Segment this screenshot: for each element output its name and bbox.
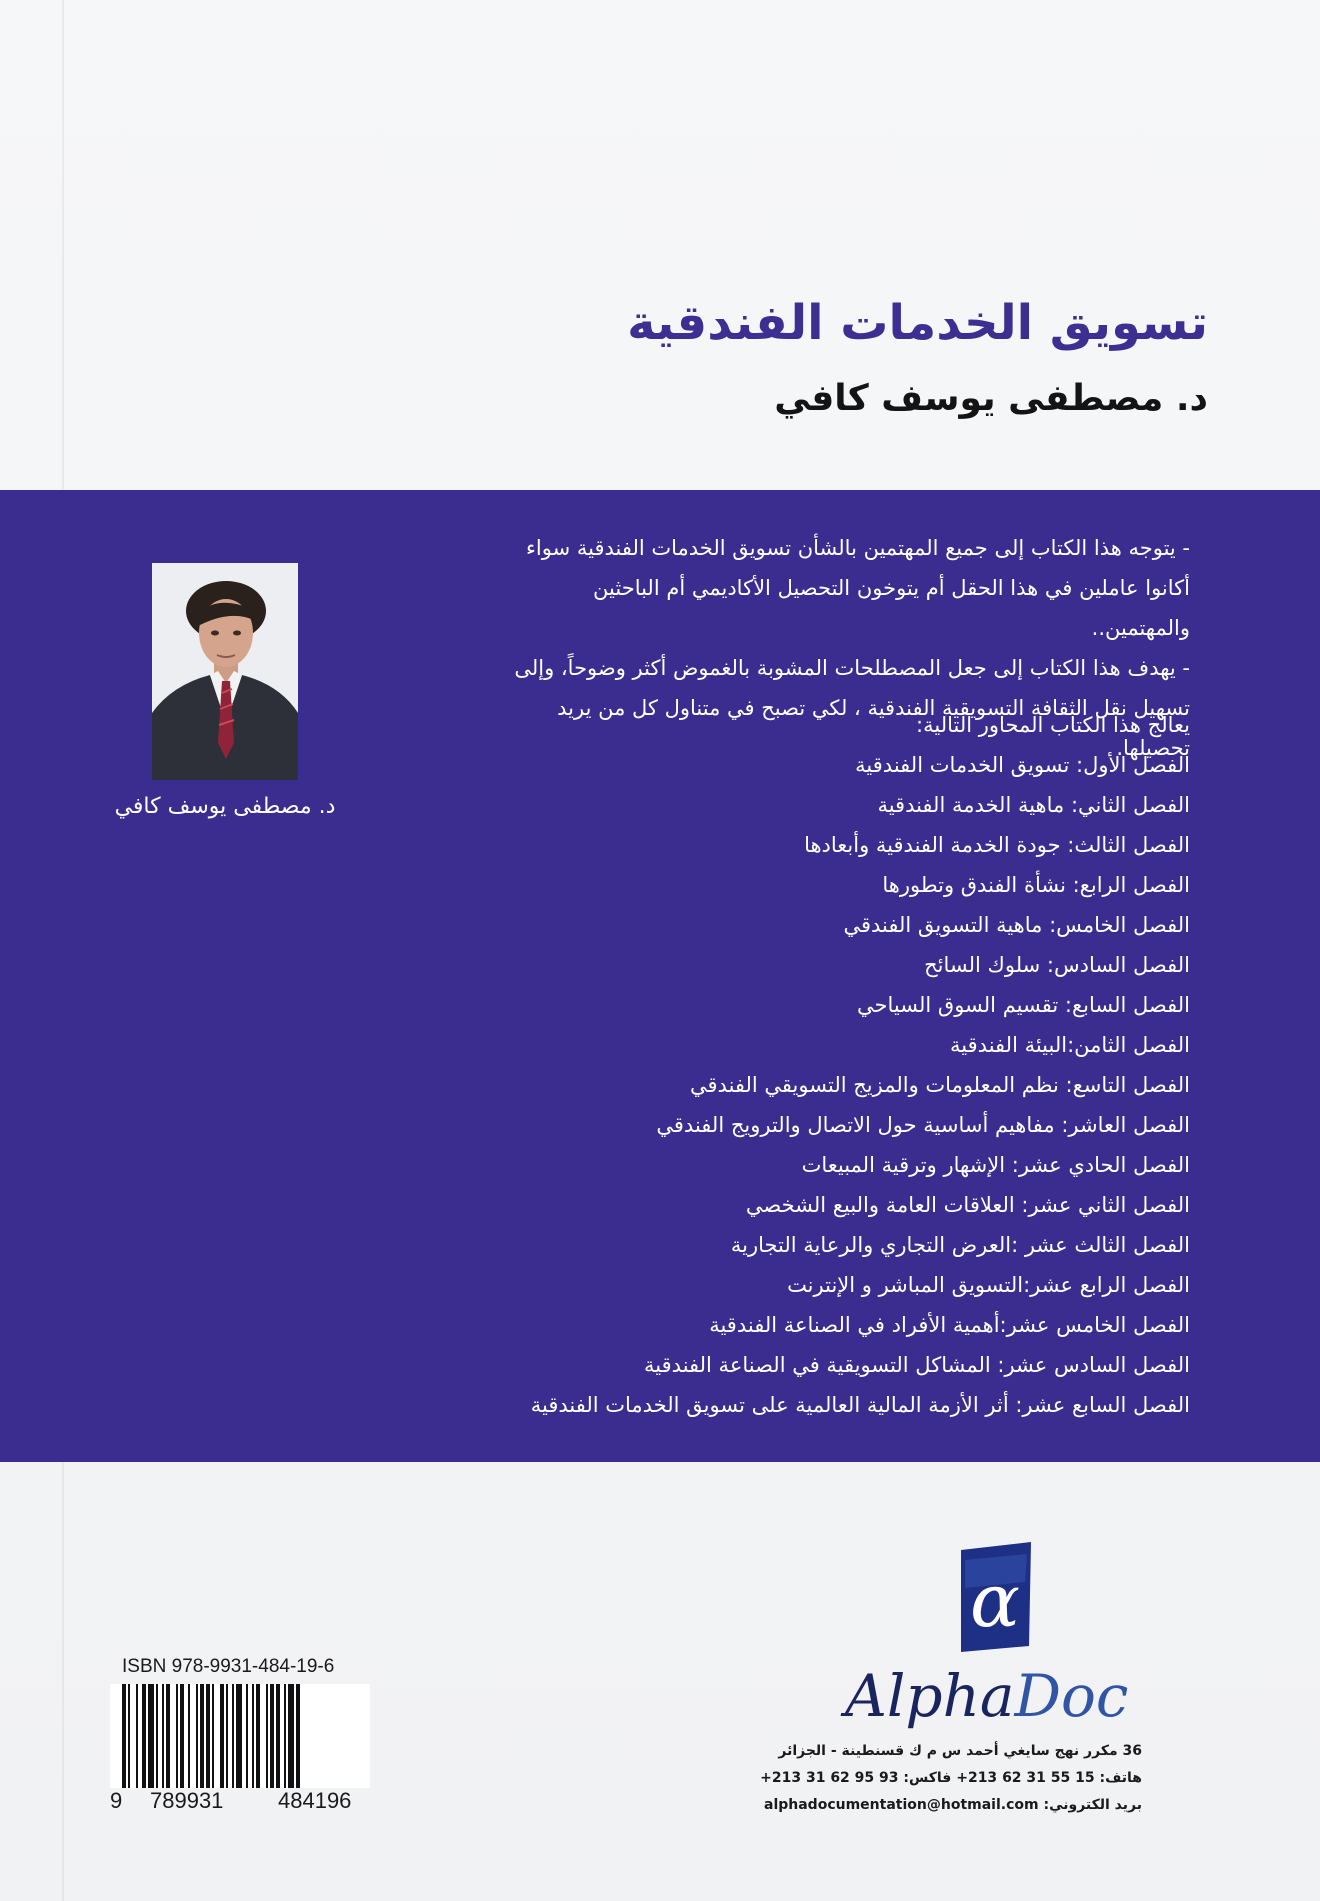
barcode-bar (166, 1684, 170, 1788)
author-name: د. مصطفى يوسف كافي (774, 378, 1208, 419)
logo-alpha-glyph: α (970, 1558, 1020, 1644)
chapter-item: الفصل السادس: سلوك السائح (924, 953, 1190, 977)
chapter-list-section (490, 705, 1190, 1425)
barcode-digit-group: 484196 (278, 1788, 352, 1813)
barcode-bar (122, 1684, 126, 1788)
barcode-bar (266, 1684, 268, 1788)
author-photo-caption: د. مصطفى يوسف كافي (114, 794, 336, 819)
author-portrait-image (152, 563, 298, 780)
barcode-bar (156, 1684, 158, 1788)
publisher-name-alpha: Alpha (845, 1662, 1015, 1730)
barcode-bar (200, 1684, 204, 1788)
barcode-bar (128, 1684, 130, 1788)
barcode-bar (296, 1684, 300, 1788)
publisher-name (845, 1662, 1128, 1730)
publisher-contact (760, 1738, 1142, 1819)
chapter-item: الفصل الثالث عشر :العرض التجاري والرعاية التجارية (730, 1233, 1190, 1257)
chapter-item: الفصل السادس عشر: المشاكل التسويقية في الصناعة الفندقية (644, 1353, 1190, 1377)
chapter-item: الفصل الثاني: ماهية الخدمة الفندقية (877, 793, 1190, 817)
barcode-bar (162, 1684, 164, 1788)
publisher-name-doc: Doc (1014, 1662, 1129, 1730)
barcode-image (110, 1684, 370, 1788)
publisher-email: بريد الكتروني: alphadocumentation@hotmail.com (764, 1797, 1142, 1813)
barcode-bar (142, 1684, 146, 1788)
chapter-item: الفصل الرابع: نشأة الفندق وتطورها (882, 873, 1190, 897)
chapter-item: الفصل الخامس: ماهية التسويق الفندقي (843, 913, 1190, 937)
barcode-bar (176, 1684, 178, 1788)
barcode-bar (206, 1684, 210, 1788)
publisher-phone-fax: هاتف: 15 55 31 62 213+ فاكس: 93 95 62 31 213+ (760, 1770, 1142, 1786)
chapter-item: الفصل الأول: تسويق الخدمات الفندقية (855, 753, 1190, 777)
chapter-item: الفصل الرابع عشر:التسويق المباشر و الإنترنت (787, 1273, 1190, 1297)
chapter-item: الفصل الخامس عشر:أهمية الأفراد في الصناعة الفندقية (709, 1313, 1190, 1337)
isbn-label: ISBN 978-9931-484-19-6 (122, 1656, 335, 1677)
chapter-item: الفصل السابع عشر: أثر الأزمة المالية العالمية على تسويق الخدمات الفندقية (530, 1393, 1190, 1417)
barcode-bar (276, 1684, 280, 1788)
barcode-digit-group: 789931 (150, 1788, 224, 1813)
publisher-address: 36 مكرر نهج سايغي أحمد س م ك قسنطينة - الجزائر (778, 1743, 1142, 1759)
barcode-bar (270, 1684, 274, 1788)
barcode-bar (188, 1684, 190, 1788)
barcode-bar (180, 1684, 184, 1788)
chapter-list (490, 745, 1190, 1425)
barcode-bar (212, 1684, 214, 1788)
description-paragraph: - يهدف هذا الكتاب إلى جعل المصطلحات المشوبة بالغموض أكثر وضوحاً، وإلى تسهيل نقل الثقافة التسويقية الفندقية ، لكي تصبح في متناول كل من يريد تحصيلها. (514, 656, 1190, 760)
barcode-bar (236, 1684, 242, 1788)
barcode-bar (196, 1684, 198, 1788)
barcode-bar (246, 1684, 248, 1788)
barcode-bar (226, 1684, 228, 1788)
barcode-digit-group: 9 (110, 1788, 123, 1813)
book-title: تسويق الخدمات الفندقية (627, 295, 1208, 351)
barcode-bar (284, 1684, 286, 1788)
chapter-item: الفصل الثامن:البيئة الفندقية (950, 1033, 1190, 1057)
chapter-item: الفصل السابع: تقسيم السوق السياحي (857, 993, 1190, 1017)
chapter-item: الفصل الحادي عشر: الإشهار وترقية المبيعات (801, 1153, 1190, 1177)
barcode-bar (288, 1684, 294, 1788)
barcode-bar (232, 1684, 234, 1788)
chapter-item: الفصل العاشر: مفاهيم أساسية حول الاتصال والترويج الفندقي (656, 1113, 1190, 1137)
author-photo (152, 563, 298, 780)
chapter-list-heading: يعالج هذا الكتاب المحاور التالية: (916, 713, 1190, 737)
barcode-bar (220, 1684, 224, 1788)
chapter-item: الفصل التاسع: نظم المعلومات والمزيج التسويقي الفندقي (690, 1073, 1190, 1097)
description-paragraph: - يتوجه هذا الكتاب إلى جميع المهتمين بالشأن تسويق الخدمات الفندقية سواء أكانوا عاملين في هذا الحقل أم يتوخون التحصيل الأكاديمي أم الباحثين والمهتمين.. (526, 536, 1190, 640)
alpha-logo-icon (955, 1542, 1035, 1652)
barcode-bar (256, 1684, 260, 1788)
barcode-bar (252, 1684, 254, 1788)
barcode-bar (136, 1684, 138, 1788)
chapter-item: الفصل الثاني عشر: العلاقات العامة والبيع الشخصي (745, 1193, 1190, 1217)
barcode-bar (148, 1684, 154, 1788)
chapter-item: الفصل الثالث: جودة الخدمة الفندقية وأبعادها (804, 833, 1190, 857)
